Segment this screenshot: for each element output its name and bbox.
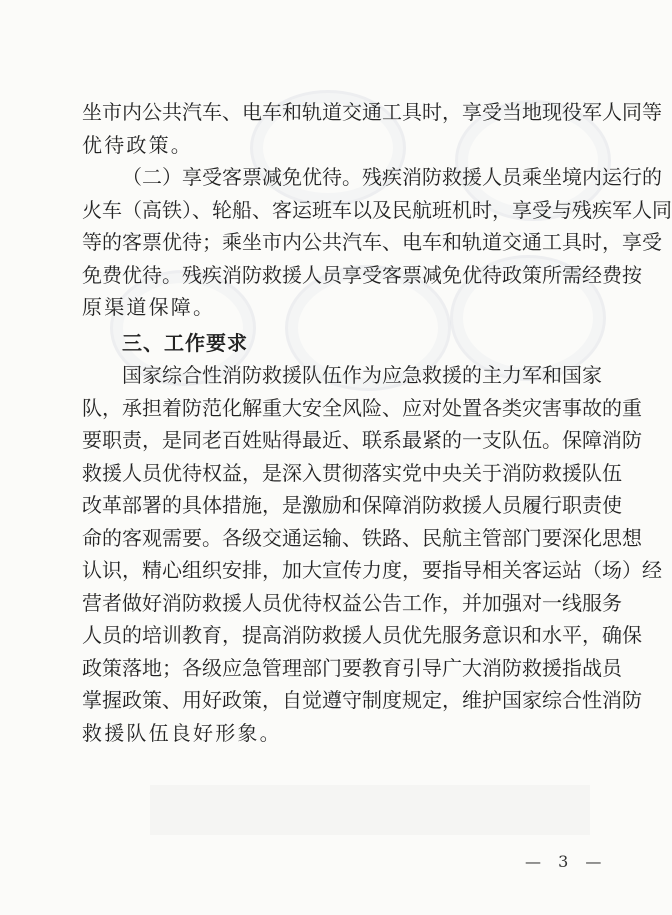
text-line: 国家综合性消防救援队伍作为应急救援的主力军和国家 bbox=[122, 363, 602, 387]
text-line: 人员的培训教育，提高消防救援人员优先服务意识和水平，确保 bbox=[82, 623, 642, 647]
section-heading: 三、工作要求 bbox=[122, 330, 248, 355]
document-body bbox=[82, 96, 672, 749]
text-line: 救援队伍良好形象。 bbox=[82, 720, 282, 745]
text-line: 改革部署的具体措施，是激励和保障消防救援人员履行职责使 bbox=[82, 493, 622, 517]
scan-shadow bbox=[150, 785, 590, 835]
page-number: — 3 — bbox=[525, 852, 608, 871]
text-line: 救援人员优待权益，是深入贯彻落实党中央关于消防救援队伍 bbox=[82, 460, 622, 485]
text-line: 免费优待。残疾消防救援人员享受客票减免优待政策所需经费按 bbox=[82, 262, 642, 287]
text-line: 优待政策。 bbox=[82, 132, 193, 157]
text-line: （二）享受客票减免优待。残疾消防救援人员乘坐境内运行的 bbox=[122, 165, 662, 189]
text-line: 命的客观需要。各级交通运输、铁路、民航主管部门要深化思想 bbox=[82, 525, 642, 550]
text-line: 要职责，是同老百姓贴得最近、联系最紧的一支队伍。保障消防 bbox=[82, 428, 642, 452]
text-line: 队，承担着防范化解重大安全风险、应对处置各类灾害事故的重 bbox=[82, 395, 642, 420]
text-line: 政策落地；各级应急管理部门要教育引导广大消防救援指战员 bbox=[82, 655, 622, 680]
text-line: 原渠道保障。 bbox=[82, 295, 216, 319]
text-line: 营者做好消防救援人员优待权益公告工作，并加强对一线服务 bbox=[82, 590, 622, 615]
text-line: 坐市内公共汽车、电车和轨道交通工具时，享受当地现役军人同等 bbox=[82, 100, 662, 124]
text-line: 火车（高铁）、轮船、客运班车以及民航班机时，享受与残疾军人同 bbox=[82, 197, 672, 222]
text-line: 认识，精心组织安排，加大宣传力度，要指导相关客运站（场）经 bbox=[82, 558, 662, 582]
text-line: 掌握政策、用好政策，自觉遵守制度规定，维护国家综合性消防 bbox=[82, 688, 642, 712]
text-line: 等的客票优待；乘坐市内公共汽车、电车和轨道交通工具时，享受 bbox=[82, 230, 662, 254]
